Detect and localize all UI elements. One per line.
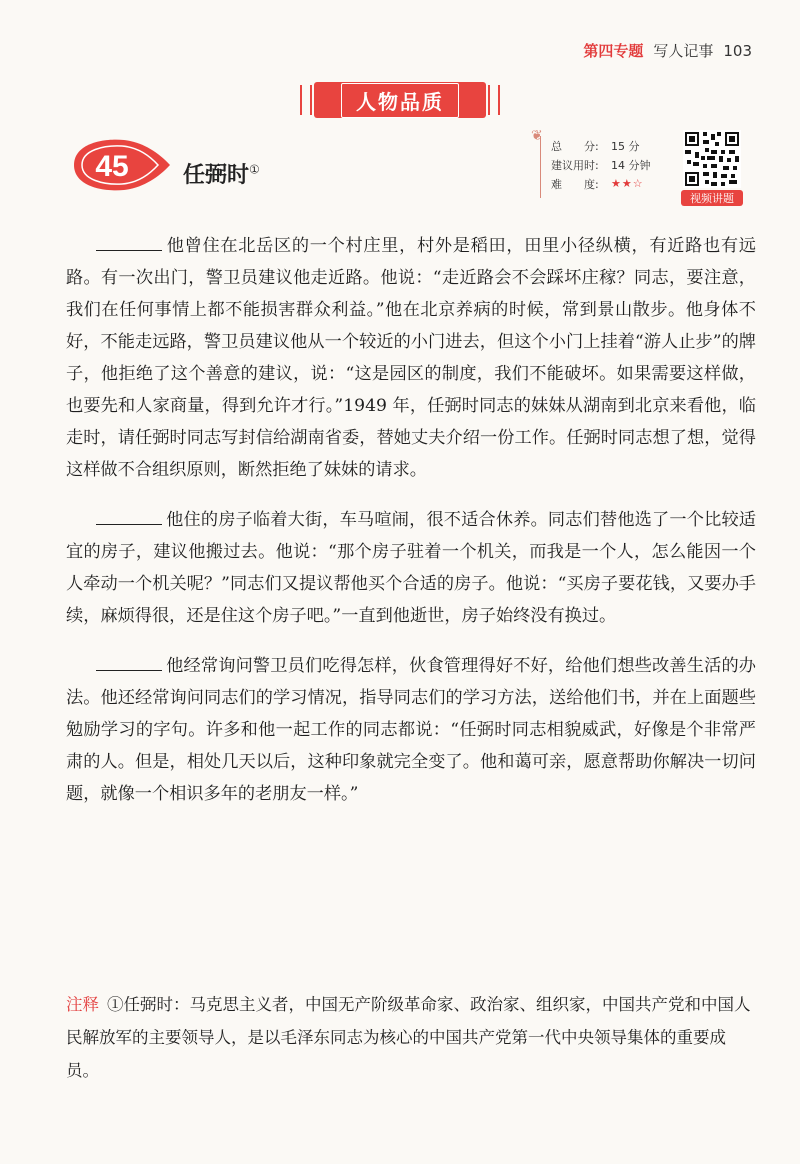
category-banner (314, 82, 486, 118)
paragraph-1-text: 他曾住在北岳区的一个村庄里，村外是稻田，田里小径纵横，有近路也有远路。有一次出门，警卫员建议他走近路。他说：“走近路会不会踩坏庄稼？同志，要注意，我们在任何事情上都不能损害群众利益。”他在北京养病的时候，常到景山散步。他身体不好，不能走远路，警卫员建议他从一个较近的小门进去，但这个小门上挂着“游人止步”的牌子，他拒绝了这个善意的建议，说：“这是园区的制度，我们不能破坏。如果需要这样做，也要先和人家商量，得到允许才行。”1949 年，任弼时同志的妹妹从湖南到北京来看他，临走时，请任弼时同志写封信给湖南省委，替她丈夫介绍一份工作。任弼时同志想了想，觉得这样做不合组织原则，断然拒绝了妹妹的请求。 (66, 236, 756, 480)
lesson-title-text: 任弼时 (183, 163, 250, 188)
banner-label: 人物品质 (341, 83, 459, 118)
info-row-time (541, 155, 671, 174)
topic-label: 写人记事 (653, 42, 714, 60)
footnote-label: 注释 (66, 995, 99, 1014)
footnote-text: ①任弼时：马克思主义者，中国无产阶级革命家、政治家、组织家，中国共产党和中国人民解放军的主要领导人，是以毛泽东同志为核心的中国共产党第一代中央领导集体的重要成员。 (66, 995, 751, 1080)
section-label: 第四专题 (583, 42, 644, 60)
page-number: 103 (723, 41, 752, 60)
difficulty-label: 难 度: (551, 177, 599, 191)
time-label: 建议用时: (551, 158, 599, 172)
score-label: 总 分: (551, 139, 599, 153)
score-value: 15 分 (611, 139, 640, 153)
paragraph-2-text: 他住的房子临着大街，车马喧闹，很不适合休养。同志们替他选了一个比较适宜的房子，建议他搬过去。他说：“那个房子驻着一个机关，而我是一个人，怎么能因一个人牵动一个机关呢？”同志们又提议帮他买个合适的房子。他说：“买房子要花钱，又要办手续，麻烦得很，还是住这个房子吧。”一直到他逝世，房子始终没有换过。 (66, 510, 756, 626)
time-value: 14 分钟 (611, 158, 651, 172)
paragraph-1 (66, 230, 756, 486)
article-body (66, 230, 756, 828)
qr-code-icon[interactable] (683, 130, 741, 188)
banner-wrapper (0, 82, 800, 118)
video-explanation-label[interactable]: 视频讲题 (681, 190, 743, 206)
answer-blank-1[interactable] (96, 230, 162, 251)
lesson-info-box (531, 128, 671, 198)
paragraph-3-text: 他经常询问警卫员们吃得怎样，伙食管理得好不好，给他们想些改善生活的办法。他还经常询问同志们的学习情况，指导同志们的学习方法，送给他们书，并在上面题些勉励学习的字句。许多和他一起工作的同志都说：“任弼时同志相貌威武，好像是个非常严肃的人。但是，相处几天以后，这种印象就完全变了。他和蔼可亲，愿意帮助你解决一切问题，就像一个相识多年的老朋友一样。” (66, 656, 756, 804)
footnote (66, 988, 756, 1087)
page-header (583, 40, 752, 61)
info-row-score (541, 136, 671, 155)
leaf-icon: ❦ (531, 128, 543, 144)
answer-blank-3[interactable] (96, 650, 162, 671)
footnote-mark: ① (249, 162, 260, 177)
lesson-number: 45 (95, 150, 129, 183)
answer-blank-2[interactable] (96, 504, 162, 525)
info-row-difficulty (541, 174, 671, 193)
paragraph-2 (66, 504, 756, 632)
paragraph-3 (66, 650, 756, 810)
lesson-number-badge (62, 134, 172, 196)
difficulty-stars: ★★☆ (611, 177, 644, 190)
lesson-title (183, 158, 260, 189)
